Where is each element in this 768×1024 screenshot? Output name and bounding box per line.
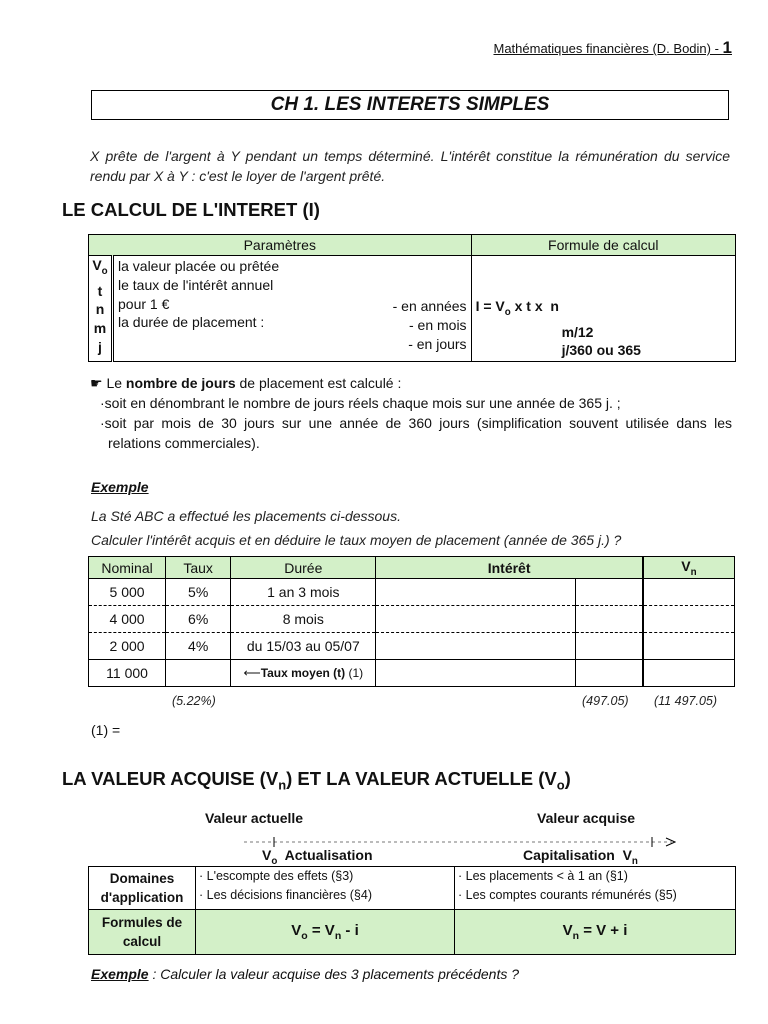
col-nominal: Nominal [89,557,166,579]
pointing-hand-icon: ☛ [90,375,103,391]
table-row: 4 000 6% 8 mois [89,606,735,633]
parameter-descriptions: la valeur placée ou prêtée le taux de l'intérêt annuel pour 1 € la durée de placement : [113,256,303,362]
timeline-axis [244,837,676,847]
equation-label: (1) = [91,722,121,738]
table-row: 5 000 5% 1 an 3 mois [89,579,735,606]
capitalisation-domains: · Les placements < à 1 an (§1) · Les comptes courants rémunérés (§5) [455,867,736,910]
interet-total-value: (497.05) [582,694,629,708]
note-bullet-1: ·soit en dénombrant le nombre de jours réels chaque mois sur une année de 365 j. ; [100,395,621,411]
variable-symbols: $V_o$ t n m j [89,256,113,362]
formula-actual-value: $V_o = V_n - i$ [196,910,455,955]
col-interet: Intérêt [376,557,643,579]
intro-paragraph: X prête de l'argent à Y pendant un temps déterminé. L'intérêt constitue la rémunération du service rendu par X à Y : c'est le loyer de l'argent prêté. [90,148,730,184]
chapter-title: CH 1. LES INTERETS SIMPLES [91,90,729,120]
section-heading-interest: LE CALCUL DE L'INTERET (I) [62,199,320,220]
page-number: 1 [722,38,732,57]
col-taux: Taux [166,557,231,579]
interest-formula: $I = V_o$ x t x n m/12 j/360 ou 365 [471,256,735,362]
section-heading-values: LA VALEUR ACQUISE $(V_n)$ ET LA VALEUR ACTUELLE $(V_o)$ [62,768,571,793]
interest-parameters-table [88,234,736,362]
example-label: Exemple [91,479,149,495]
actualisation-label: $V_o$ Actualisation [262,847,373,867]
duration-units: - en années - en mois - en jours [302,256,471,362]
note-bullet-2: ·soit par mois de 30 jours sur une année de 360 jours (simplification souvent utilisée dans les relations commerciales). [100,415,732,451]
vn-total-value: (11 497.05) [654,694,718,708]
example-2: Exemple : Calculer la valeur acquise des 3 placements précédents ? [91,966,520,982]
timeline-left-label: Valeur actuelle [205,810,304,826]
example-statement: La Sté ABC a effectué les placements ci-dessous. Calculer l'intérêt acquis et en déduire le taux moyen de placement (année de 365 j.) ? [91,508,622,548]
formula-header: Formule de calcul [471,235,735,256]
col-vn: $V_n$ [643,557,735,579]
formula-acquired-value: $V_n = V + i$ [455,910,736,955]
total-row: 11 000 ⟵Taux moyen (t) (1) [89,660,735,687]
taux-moyen-value: (5.22%) [172,694,216,708]
taux-moyen-cell: ⟵Taux moyen (t) (1) [231,660,376,687]
params-header: Paramètres [89,235,472,256]
col-duree: Durée [231,557,376,579]
left-arrow-icon: ⟵ [243,666,261,680]
domaines-label: Domaines d'application [89,867,196,910]
actualisation-domains: · L'escompte des effets (§3) · Les décisions financières (§4) [196,867,455,910]
timeline-right-label: Valeur acquise [537,810,636,826]
capitalisation-label: Capitalisation $V_n$ [523,847,638,867]
days-count-notes: ☛ Le nombre de jours de placement est calculé : ·soit en dénombrant le nombre de jours réels chaque mois sur une année de 365 j. ; ·soit par mois de 30 jours sur une année de 360 jours (simplification souvent utilisée dans les relations commerciales). [90,375,732,451]
formules-label: Formules de calcul [89,910,196,955]
running-header: Mathématiques financières (D. Bodin) - 1 [493,38,732,57]
placements-table [88,556,735,687]
table-row: 2 000 4% du 15/03 au 05/07 [89,633,735,660]
application-table [88,866,736,955]
